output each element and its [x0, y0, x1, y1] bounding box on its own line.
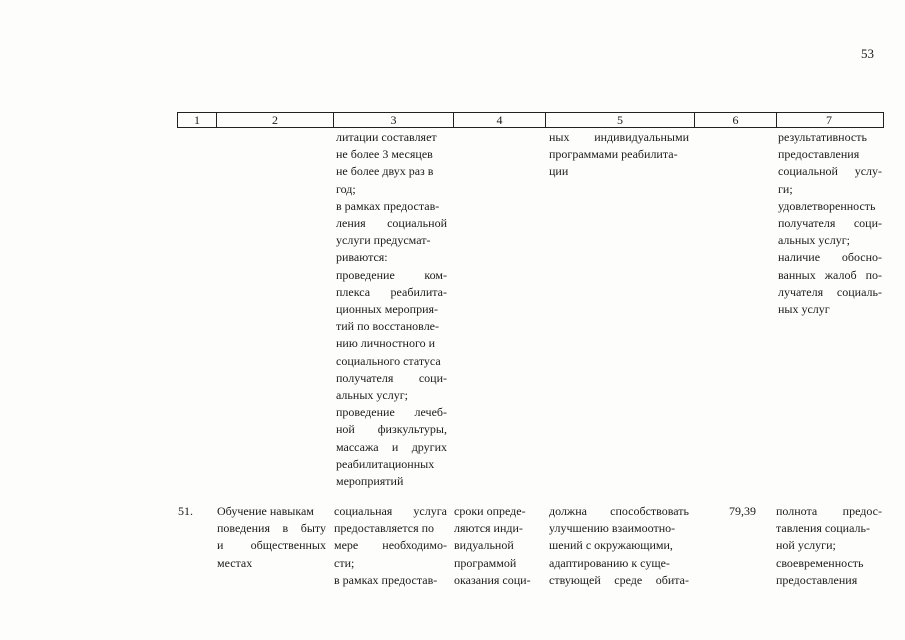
text-line: своевременность	[776, 555, 864, 570]
text-line: нию личностного и	[336, 336, 436, 351]
header-cell-7: 7	[826, 113, 832, 127]
text-line: ной физкультуры,	[336, 422, 447, 437]
text-line: лучателя социаль-	[778, 284, 882, 299]
text-line: услуги предусмат-	[336, 233, 431, 248]
text-line: оказания соци-	[454, 572, 531, 587]
text-line: социального статуса	[336, 353, 441, 368]
text-line: ванных жалоб по-	[778, 267, 882, 282]
text-line: предоставления	[778, 147, 860, 162]
row-51-col7	[776, 503, 882, 589]
text-line: реабилитационных	[336, 456, 435, 471]
text-line: полнота предос-	[776, 504, 882, 518]
row-51-service-name	[217, 503, 326, 572]
text-line: ной услуги;	[776, 538, 836, 553]
text-line: ции	[549, 164, 569, 179]
text-line: получателя соци-	[336, 370, 447, 385]
header-cell-2: 2	[217, 113, 334, 127]
text-line: тавления социаль-	[776, 521, 870, 536]
continued-row-col5	[549, 129, 689, 181]
row-51-rate: 79,39	[729, 504, 756, 518]
header-cell-1: 1	[178, 113, 217, 127]
text-line: ных индивидуальными	[549, 130, 689, 144]
text-line: видуальной	[454, 538, 514, 553]
row-51-col4	[454, 503, 541, 589]
text-line: мероприятий	[336, 474, 404, 489]
header-cell-3: 3	[334, 113, 454, 127]
text-line: программами реабилита-	[549, 147, 678, 162]
text-line: программой	[454, 555, 517, 570]
header-cell-6: 6	[695, 113, 777, 127]
text-line: риваются:	[336, 250, 388, 265]
text-line: ляются инди-	[454, 521, 523, 536]
table-header-row	[177, 112, 884, 128]
text-line: проведение ком-	[336, 267, 447, 282]
text-line: не более двух раз в	[336, 164, 434, 179]
page-number: 53	[861, 46, 874, 61]
header-cell-5: 5	[546, 113, 695, 127]
text-line: плекса реабилита-	[336, 284, 447, 299]
text-line: получателя соци-	[778, 216, 882, 231]
text-line: наличие обосно-	[778, 250, 882, 265]
header-cell-4: 4	[454, 113, 546, 127]
text-line: местах	[217, 555, 253, 570]
row-51-col3	[334, 503, 447, 589]
text-line: и общественных	[217, 538, 326, 553]
text-line: улучшению взаимоотно-	[549, 521, 676, 536]
text-line: альных услуг;	[778, 233, 850, 248]
text-line: тий по восстановле-	[336, 319, 440, 334]
text-line: предоставляется по	[334, 521, 435, 536]
text-line: предоставления	[776, 572, 858, 587]
text-line: сроки опреде-	[454, 504, 526, 518]
text-line: шений с окружающими,	[549, 538, 673, 553]
text-line: сти;	[334, 555, 355, 570]
text-line: в рамках предостав-	[334, 572, 438, 587]
text-line: год;	[336, 181, 356, 196]
text-line: ционных мероприя-	[336, 302, 439, 317]
text-line: должна способствовать	[549, 504, 689, 518]
text-line: поведения в быту	[217, 521, 326, 536]
text-line: ных услуг	[778, 302, 830, 317]
text-line: Обучение навыкам	[217, 504, 314, 518]
text-line: результативность	[778, 130, 867, 144]
text-line: удовлетворенность	[778, 198, 876, 213]
text-line: альных услуг;	[336, 388, 408, 403]
row-51-number: 51.	[178, 504, 193, 518]
text-line: ги;	[778, 181, 793, 196]
text-line: ствующей среде обита-	[549, 572, 689, 587]
text-line: массажа и других	[336, 439, 447, 454]
text-line: в рамках предостав-	[336, 198, 440, 213]
text-line: социальной услу-	[778, 164, 882, 179]
text-line: литации составляет	[336, 130, 437, 144]
continued-row-col3	[336, 129, 447, 490]
text-line: мере необходимо-	[334, 538, 447, 553]
text-line: адаптированию к суще-	[549, 555, 670, 570]
row-51-col5	[549, 503, 689, 589]
continued-row-col7	[778, 129, 882, 318]
text-line: проведение лечеб-	[336, 405, 447, 420]
text-line: ления социальной	[336, 216, 447, 231]
text-line: социальная услуга	[334, 504, 447, 518]
text-line: не более 3 месяцев	[336, 147, 433, 162]
